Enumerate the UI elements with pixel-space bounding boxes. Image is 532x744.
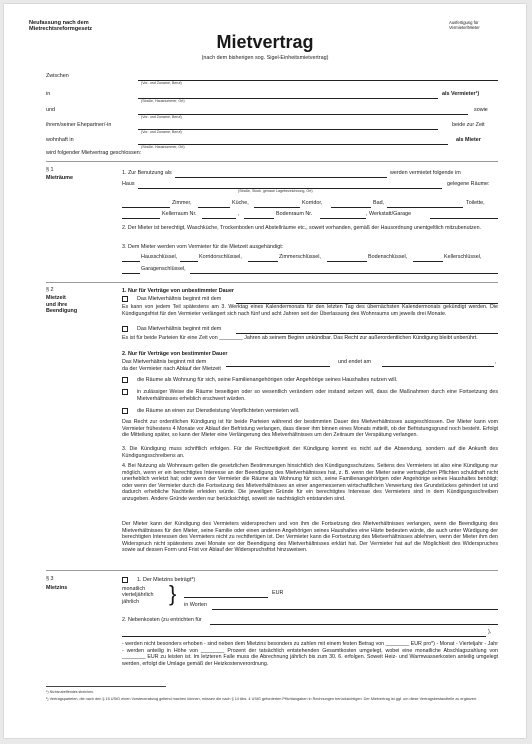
hint-address: (Straße, Hausnummer, Ort) [141, 99, 185, 103]
label-gelegene-raeume: gelegene Räume: [447, 181, 490, 187]
s2-p1: Es kann von jedem Teil spätestens am 3. Werktag eines Kalendermonats für den letzten Tag des übernächsten Kalendermonats gekündigt werden. Die Kündigungsfrist für den Vermieter verlängert sich nach fünf und acht Jahren seit der Überlassung des Wohnraums um jeweils drei Monate. [122, 304, 498, 317]
closing-text: wird folgender Mietvertrag geschlossen: [46, 150, 142, 156]
cb5-label: die Räume an einen zur Dienstleistung Verpflichteten vermieten will. [137, 408, 300, 414]
landlord-name-field[interactable] [138, 80, 498, 81]
copy-note-line2: Vermieter/Mieter [449, 25, 480, 30]
attic-keys-field[interactable] [327, 261, 367, 262]
header-note-left [29, 20, 92, 33]
kitchen-field[interactable] [198, 207, 230, 208]
label-bodenschluessel: Bodenschlüssel, [368, 254, 408, 260]
section-3-number: § 3 [46, 576, 54, 582]
other-keys-field[interactable] [190, 273, 498, 274]
corridor-field[interactable] [254, 207, 300, 208]
section-1-number: § 1 [46, 167, 54, 173]
label-kellerschluessel: Kellerschlüssel, [444, 254, 482, 260]
spouse-name-field[interactable] [138, 129, 438, 130]
cellar-count-field[interactable] [122, 218, 160, 219]
rent-in-words-field[interactable] [212, 609, 498, 610]
option-vierteljaehrlich[interactable]: vierteljährlich [122, 592, 154, 599]
section-2-number: § 2 [46, 287, 54, 293]
checkbox-indefinite-start[interactable] [122, 296, 128, 302]
cellar-number-field[interactable] [202, 218, 236, 219]
s3-item1: 1. Der Mietzins beträgt*) [137, 577, 196, 583]
label-wohnhaft: wohnhaft in [46, 137, 74, 143]
footnote-1: *) Nichtzutreffendes streichen. [46, 690, 95, 694]
label-korridor: Korridor, [302, 200, 323, 206]
checkbox-renovation[interactable] [122, 389, 128, 395]
section-2-title [46, 295, 77, 315]
tenant-name-field[interactable] [138, 114, 468, 115]
label-comma: , [238, 211, 240, 217]
ancillary-costs-field[interactable] [210, 624, 498, 625]
s1-item1-start: 1. Zur Benutzung als [122, 170, 172, 176]
label-kueche: Küche, [232, 200, 249, 206]
ancillary-costs-field-2[interactable] [122, 636, 486, 637]
checkbox-service-employee[interactable] [122, 408, 128, 414]
checkbox-own-use[interactable] [122, 377, 128, 383]
attic-count-field[interactable] [244, 218, 274, 219]
label-bad: Bad, [373, 200, 385, 206]
label-hausschluessel: Hausschlüssel, [141, 254, 178, 260]
header-note-line2: Mietrechtsreformgesetz [29, 26, 93, 33]
room-keys-field[interactable] [248, 261, 278, 262]
footnote-2: ¹) Vertragsparteien, die nach den § 15 UStG einen Vorsteuerabzug geltend machen können, müssen die nach § 14 Abs. 4 UStG geforderten Pflichtangaben in Rechnungen berücksichtigen. Der Mietvertrag ist ggf. um diese Vertragsbestandteile zu ergänzen. [46, 697, 478, 701]
option-monatlich[interactable]: monatlich [122, 586, 146, 592]
fixed-term-start-date-field[interactable] [236, 333, 498, 334]
s1-item3-text: 3. Dem Mieter werden vom Vermieter für die Mietzeit ausgehändigt: [122, 244, 284, 250]
label-zwischen: Zwischen [46, 73, 69, 79]
s2-p7: Der Mieter kann der Kündigung des Vermieters widersprechen und von ihm die Fortsetzung des Mietverhältnisses verlangen, wenn die Beendigung des Mietverhältnisses für den Mieter, seine Familie oder einen anderen Angehörigen seines Haushaltes eine Härte bedeuten würde, die auch unter Würdigung der berechtigten Interessen des Vermieters nicht zu rechtfertigen ist. Der Vermieter kann die Fortsetzung des Mietverhältnisses ablehnen, wenn der Mieter ihm den Widerspruch nicht spätestens zwei Monate vor der Beendigung des Mietverhältnisses erklärt hat. Der Vermieter hat auf die Möglichkeit des Widerspruches sowie auf dessen Form und Frist vor Ablauf der Widerspruchsfrist hinzuweisen. [122, 521, 498, 554]
garage-keys-field[interactable] [122, 273, 140, 274]
s1-item1-end: werden vermietet folgende im [390, 170, 461, 176]
label-toilette: Toilette, [466, 200, 485, 206]
section-divider [46, 282, 498, 283]
cb3-label: die Räume als Wohnung für sich, seine Familienangehörigen oder Angehörige seines Haushaltes nutzen will. [137, 377, 398, 383]
s2-p2: Es ist für beide Parteien für eine Zeit von ________ Jahren ab seinem Beginn unkündbar. Das Recht zur außerordentlichen Kündigung bleibt unberührt. [122, 335, 478, 341]
section-1-title: Mieträume [46, 175, 73, 181]
label-korridorschluessel: Korridorschlüssel, [199, 254, 242, 260]
s2-p4: Das Recht zur ordentlichen Kündigung ist für beide Parteien während der bestimmten Dauer des Mietverhältnisses ausgeschlossen. Der Mieter kann vom Vermieter frühestens 4 Monate vor Ablauf der Befristung verlangen, dass dieser ihm binnen eines Monats mitteilt, ob der Befristungsgrund noch besteht. Erfolgt die Mitteilung später, so kann der Mieter eine Verlängerung des Mietverhältnisses um den Zeitraum der Verspätung verlangen. [122, 419, 498, 439]
label-werkstatt-garage: , Werkstatt/Garage [366, 211, 412, 217]
document-title: Mietvertrag [216, 32, 314, 52]
attic-number-field[interactable] [320, 218, 366, 219]
label-und: und [46, 107, 55, 113]
section-2-title-line2: und ihre [46, 301, 68, 308]
header-note-line1: Neufassung nach dem [29, 20, 89, 26]
s2-heading-fixed: 2. Nur für Verträge von bestimmter Dauer [122, 351, 228, 357]
label-als-mieter: als Mieter [456, 137, 481, 143]
copy-note [449, 20, 480, 30]
s2-heading-indefinite: 1. Nur für Verträge von unbestimmter Dauer [122, 288, 235, 294]
label-in-worten: in Worten [184, 602, 207, 608]
fixed-end-date-field[interactable] [382, 366, 494, 367]
workshop-garage-field[interactable] [430, 218, 498, 219]
hint-house: (Straße, Stock, genaue Lagebezeichnung, Ort) [238, 189, 313, 193]
cellar-keys-field[interactable] [413, 261, 443, 262]
fixed-start-date-field[interactable] [226, 366, 330, 367]
hint-name: (Vor- und Zuname, Beruf) [141, 81, 182, 85]
footnote-divider [46, 686, 166, 687]
label-zimmerschluessel: Zimmerschlüssel, [279, 254, 321, 260]
usage-purpose-field[interactable] [175, 177, 387, 178]
bath-field[interactable] [331, 207, 371, 208]
document-subtitle: (nach dem bisherigen sog. Sigel-Einheitsmietvertrag) [201, 55, 329, 61]
label-eur: EUR [272, 590, 284, 596]
label-kellerraum: Kellerraum Nr. [162, 211, 197, 217]
s2-p3-comma: , [495, 359, 497, 365]
option-jaehrlich[interactable]: jährlich [122, 598, 140, 605]
s2-p3-reason: da der Vermieter nach Ablauf der Mietzeit [122, 366, 221, 372]
s2-p3-start: Das Mietverhältnis beginnt mit dem [122, 359, 207, 365]
s3-p1: - werden nicht besonders erhoben - sind neben dem Mietzins besonders zu zahlen mit einem festen Betrag von ________ EUR pro*) - Monat - Vierteljahr - Jahr - werden anteilig in Höhe von ________ Prozent der tatsächlich entstehenden Gesamtkosten umgelegt, wobei eine monatliche Abschlagszahlung von ________ EUR zu leisten ist. Im letzteren Falle muss die Abrechnung jährlich bis zum 30. 6. erfolgen. Soweit Heiz- und Warmwasserkosten anteilig umgelegt werden, erfolgt die Umlage gemäß der Heizkostenverordnung. [122, 641, 498, 667]
label-close-paren: ), [488, 629, 492, 635]
s1-item2-text: 2. Der Mieter ist berechtigt, Waschküche, Trockenboden und Abstellräume etc., soweit vorhanden, gemäß der Hausordnung unentgeltlich mitzubenutzen. [122, 225, 482, 231]
label-haus: Haus [122, 181, 135, 187]
s2-p3-end-label: und endet am [338, 359, 371, 365]
cb1-label: Das Mietverhältnis beginnt mit dem [137, 296, 222, 302]
cb2-label: Das Mietverhältnis beginnt mit dem [137, 326, 222, 332]
corridor-keys-field[interactable] [180, 261, 198, 262]
label-bodenraum: Bodenraum Nr. [276, 211, 313, 217]
brace-icon: } [169, 581, 177, 606]
section-divider [46, 570, 498, 571]
copy-note-line1: Ausfertigung für [449, 20, 479, 25]
toilet-field[interactable] [387, 207, 463, 208]
s2-item4: 4. Bei Nutzung als Wohnraum gelten die gesetzlichen Bestimmungen hinsichtlich des Kündigungsschutzes. Seitens des Vermieters ist also eine Kündigung nur möglich, wenn er ein berechtigtes Interesse an der Beendigung des Mietverhältnisses hat, z. B. wenn der Mieter seine vertraglichen Pflichten schuldhaft nicht unerheblich verletzt hat; oder wenn der Vermieter die Räume als Wohnung für sich, seine Familienangehörigen oder Angehörige seines Haushaltes benötigt; oder wenn der Vermieter durch die Fortsetzung des Mietverhältnisses an einer angemessenen wirtschaftlichen Verwertung des Grundstückes gehindert ist und dadurch erhebliche Nachteile erleiden würde. Die jeweiligen Gründe für ein berechtigtes Interesse des Vermieters sind in dem Kündigungsschreiben anzugeben. Andere Gründe werden nur berücksichtigt, soweit sie nachträglich entstanden sind. [122, 463, 498, 502]
rooms-count-field[interactable] [122, 207, 170, 208]
checkbox-indefinite-fixed-start[interactable] [122, 326, 128, 332]
label-sowie: sowie [474, 107, 488, 113]
rent-amount-field[interactable] [184, 597, 268, 598]
hint-address: (Straße, Hausnummer, Ort) [141, 145, 185, 149]
hint-name: (Vor- und Zuname, Beruf) [141, 115, 182, 119]
label-zimmer: Zimmer, [172, 200, 192, 206]
section-3-title: Mietzins [46, 585, 68, 591]
rent-period-options [122, 586, 153, 605]
checkbox-rent[interactable] [122, 577, 128, 583]
section-2-title-line3: Beendigung [46, 308, 78, 315]
section-divider [46, 161, 498, 162]
label-in: in [46, 91, 51, 97]
contract-page [4, 4, 526, 738]
label-beide-zur-zeit: beide zur Zeit [452, 122, 485, 128]
section-2-title-line1: Mietzeit [46, 295, 66, 301]
hint-name: (Vor- und Zuname, Beruf) [141, 130, 182, 134]
label-ehepartner: ihrem/seiner Ehepartner/-in [46, 122, 112, 128]
label-garagenschluessel: Garagenschlüssel, [141, 266, 186, 272]
label-als-vermieter: als Vermieter¹) [442, 91, 480, 97]
cb4-label: in zulässiger Weise die Räume beseitigen oder so wesentlich verändern oder instand setzen will, dass die Maßnahmen durch eine Fortsetzung des Mietverhältnisses erheblich erschwert würden. [137, 389, 498, 402]
house-keys-field[interactable] [122, 261, 140, 262]
s3-item2: 2. Nebenkosten (zu entrichten für [122, 617, 202, 623]
s2-item3: 3. Die Kündigung muss schriftlich erfolgen. Für die Rechtzeitigkeit der Kündigung kommt es nicht auf die Absendung, sondern auf die Ankunft des Kündigungsschreibens an. [122, 446, 498, 459]
